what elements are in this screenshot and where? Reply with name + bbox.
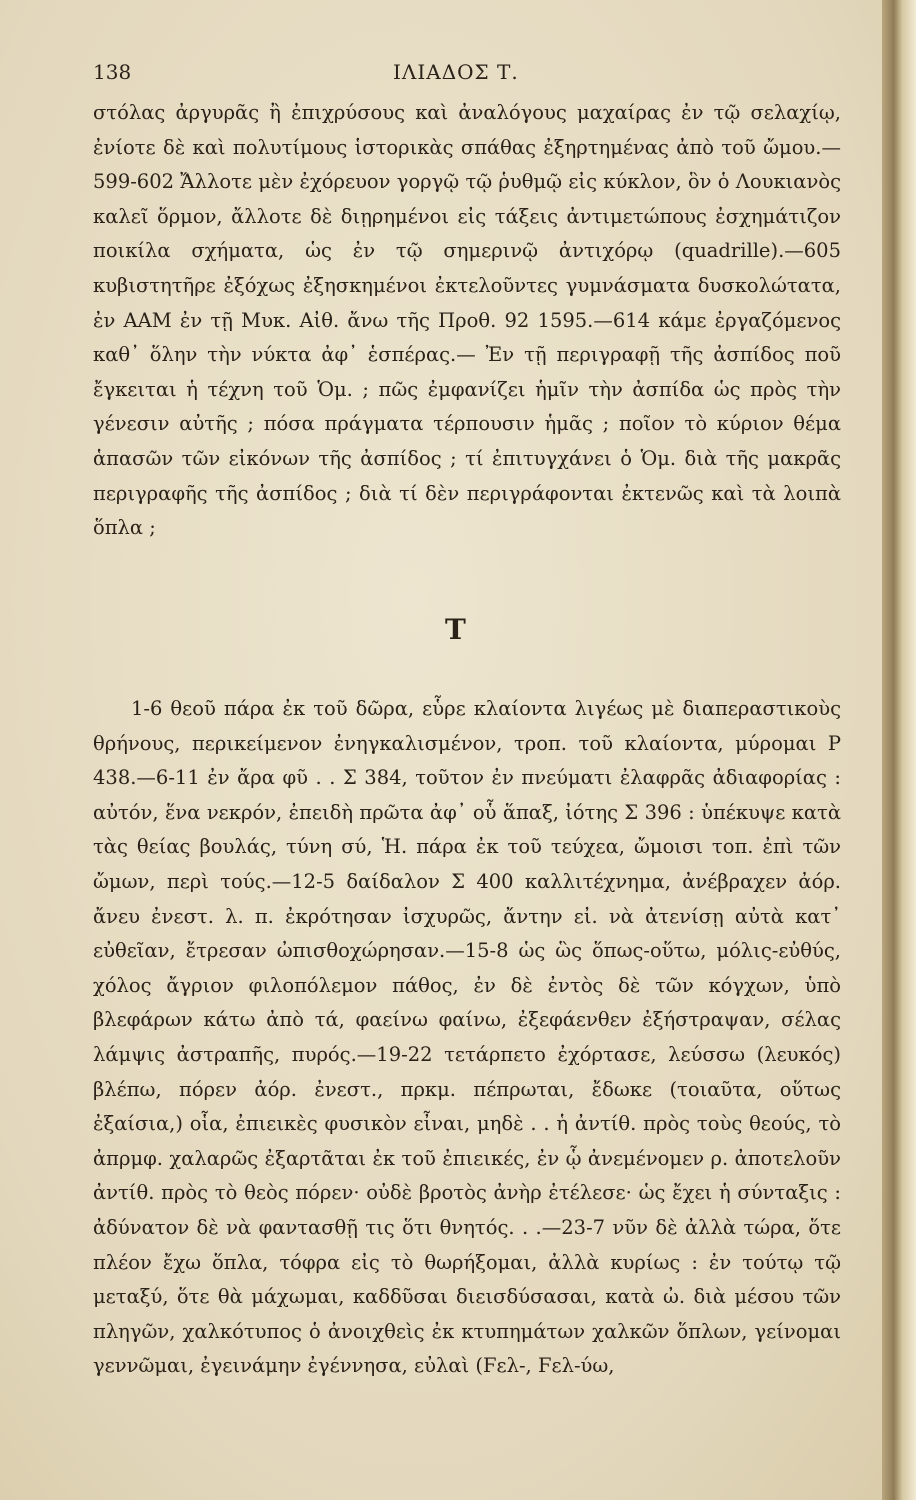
book-letter-heading: Τ (445, 613, 466, 646)
commentary-top (93, 96, 841, 596)
page-number: 138 (93, 60, 132, 84)
commentary-top-text: στόλας ἀργυρᾶς ἢ ἐπιχρύσους καὶ ἀναλόγους μαχαίρας ἐν τῷ σελαχίῳ, ἐνίοτε δὲ καὶ πολυτίμους ἱστορικὰς σπάθας ἐξηρτημένας ἀπὸ τοῦ ὤμου.—599-602 Ἄλλοτε μὲν ἐχόρευον γοργῷ τῷ ῥυθμῷ εἰς κύκλον, ὃν ὁ Λουκιανὸς καλεῖ ὅρμον, ἄλλοτε δὲ διῃρημένοι εἰς τάξεις ἀντιμετώπους ἐσχημάτιζον ποικίλα σχήματα, ὡς ἐν τῷ σημερινῷ ἀντιχόρῳ (quadrille).—605 κυβιστητῆρε ἐξόχως ἐξησκημένοι ἐκτελοῦντες γυμνάσματα δυσκολώτατα, ἐν ΑΑΜ ἐν τῇ Μυκ. Αἰθ. ἄνω τῆς Προθ. 92 1595.—614 κάμε ἐργαζόμενος καθ᾽ ὅλην τὴν νύκτα ἀφ᾽ ἑσπέρας.— Ἐν τῇ περιγραφῇ τῆς ἀσπίδος ποῦ ἔγκειται ἡ τέχνη τοῦ Ὁμ. ; πῶς ἐμφανίζει ἡμῖν τὴν ἀσπίδα ὡς πρὸς τὴν γένεσιν αὐτῆς ; πόσα πράγματα τέρπουσιν ἡμᾶς ; ποῖον τὸ κύριον θέμα ἁπασῶν τῶν εἰκόνων τῆς ἀσπίδος ; τί ἐπιτυγχάνει ὁ Ὁμ. διὰ τῆς μακρᾶς περιγραφῆς τῆς ἀσπίδος ; διὰ τί δὲν περιγράφονται ἐκτενῶς καὶ τὰ λοιπὰ ὅπλα ; (93, 101, 841, 540)
commentary-main (93, 692, 841, 1462)
page-header (93, 60, 838, 90)
commentary-main-text: 1-6 θεοῦ πάρα ἐκ τοῦ δῶρα, εὗρε κλαίοντα λιγέως μὲ διαπεραστικοὺς θρήνους, περικείμενον ἐνηγκαλισμένον, τροπ. τοῦ κλαίοντα, μύρομαι Ρ 438.—6-11 ἐν ἄρα φῦ . . Σ 384, τοῦτον ἐν πνεύματι ἐλαφρᾶς ἀδιαφορίας : αὐτόν, ἕνα νεκρόν, ἐπειδὴ πρῶτα ἀφ᾽ οὗ ἅπαξ, ἰότης Σ 396 : ὑπέκυψε κατὰ τὰς θείας βουλάς, τύνη σύ, Ἡ. πάρα ἐκ τοῦ τεύχεα, ὤμοισι τοπ. ἐπὶ τῶν ὤμων, περὶ τούς.—12-5 δαίδαλον Σ 400 καλλιτέχνημα, ἀνέβραχεν ἀόρ. ἄνευ ἐνεστ. λ. π. ἐκρότησαν ἰσχυρῶς, ἄντην εἰ. νὰ ἀτενίσῃ αὐτὰ κατ᾽ εὐθεῖαν, ἔτρεσαν ὠπισθοχώρησαν.—15-8 ὡς ὣς ὅπως-οὕτω, μόλις-εὐθύς, χόλος ἄγριον φιλοπόλεμον πάθος, ἐν δὲ ἐντὸς δὲ τῶν κόγχων, ὑπὸ βλεφάρων κάτω ἀπὸ τά, φαείνω φαίνω, ἐξεφάενθεν ἐξήστραψαν, σέλας λάμψις ἀστραπῆς, πυρός.—19-22 τετάρπετο ἐχόρτασε, λεύσσω (λευκός) βλέπω, πόρεν ἀόρ. ἐνεστ., πρκμ. πέπρωται, ἔδωκε (τοιαῦτα, οὕτως ἐξαίσια,) οἷα, ἐπιεικὲς φυσικὸν εἶναι, μηδὲ . . ἡ ἀντίθ. πρὸς τοὺς θεούς, τὸ ἀπρμφ. χαλαρῶς ἐξαρτᾶται ἐκ τοῦ ἐπιεικές, ἐν ᾧ ἀνεμένομεν ρ. ἀποτελοῦν ἀντίθ. πρὸς τὸ θεὸς πόρεν· οὐδὲ βροτὸς ἀνὴρ ἐτέλεσε· ὡς ἔχει ἡ σύνταξις : ἀδύνατον δὲ νὰ φαντασθῇ τις ὅτι θνητός. . .—23-7 νῦν δὲ ἀλλὰ τώρα, ὅτε πλέον ἔχω ὅπλα, τόφρα εἰς τὸ θωρήξομαι, ἀλλὰ κυρίως : ἐν τούτῳ τῷ μεταξύ, ὅτε θὰ μάχωμαι, καδδῦσαι διεισδύσασαι, κατὰ ὠ. διὰ μέσου τῶν πληγῶν, χαλκότυπος ὁ ἀνοιχθεὶς ἐκ κτυπημάτων χαλκῶν ὅπλων, γείνομαι γεννῶμαι, ἐγεινάμην ἐγέννησα, εὐλαὶ (Ϝελ-, Ϝελ-ύω, (93, 697, 841, 1378)
book-spine (882, 0, 916, 1500)
running-title: ΙΛΙΑΔΟΣ Τ. (393, 60, 519, 84)
